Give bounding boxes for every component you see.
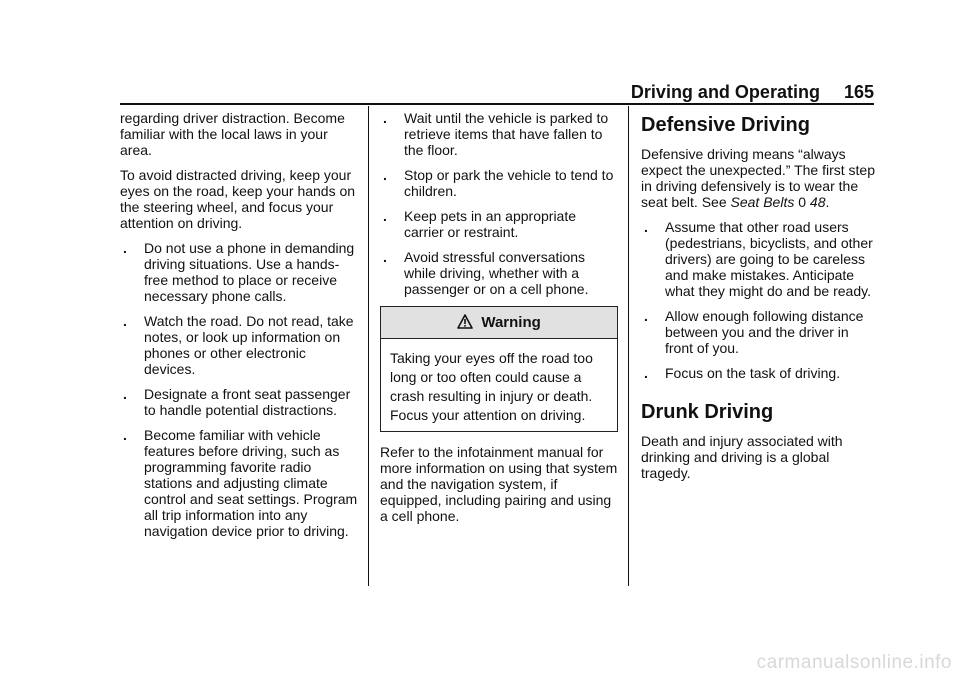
bullet-icon: .	[644, 219, 648, 235]
bullet-list	[641, 219, 875, 381]
column-divider-1	[368, 106, 369, 586]
paragraph: regarding driver distraction. Become familiar with the local laws in your area.	[120, 110, 345, 158]
warning-triangle-icon	[457, 314, 473, 329]
column-2	[380, 110, 618, 533]
watermark: carmanualsonline.info	[756, 652, 952, 673]
paragraph: To avoid distracted driving, keep your eyes on the road, keep your hands on the steering wheel, and focus your attention on driving.	[120, 167, 356, 231]
list-item: . Watch the road. Do not read, take notes, or look up information on phones or other electronic devices.	[123, 313, 354, 377]
list-item: . Wait until the vehicle is parked to retrieve items that have fallen to the floor.	[383, 110, 609, 158]
warning-box	[380, 306, 618, 432]
column-divider-2	[628, 106, 629, 586]
list-item: . Keep pets in an appropriate carrier or restraint.	[383, 208, 577, 240]
paragraph: Defensive driving means “always expect the unexpected.” The first step in driving defensively is to wear the seat belt. See Seat Belts 0 48.	[641, 146, 875, 210]
list-item: . Avoid stressful conversations while driving, whether with a passenger or on a cell phone.	[383, 249, 589, 297]
heading-defensive-driving: Defensive Driving	[641, 114, 810, 136]
list-item: . Focus on the task of driving.	[644, 365, 841, 381]
warning-text: Taking your eyes off the road too long or too often could cause a crash resulting in injury or death. Focus your attention on driving.	[390, 350, 593, 423]
bullet-icon: .	[383, 249, 387, 265]
bullet-icon: .	[383, 110, 387, 126]
list-item: . Designate a front seat passenger to handle potential distractions.	[123, 386, 351, 418]
page-reference-icon: 0	[798, 194, 807, 210]
warning-header	[381, 307, 617, 339]
paragraph: Refer to the infotainment manual for more information on using that system and the navigation system, if equipped, including pairing and using a cell phone.	[380, 444, 618, 524]
bullet-icon: .	[123, 386, 127, 402]
bullet-list	[120, 240, 358, 539]
list-item: . Stop or park the vehicle to tend to children.	[383, 167, 614, 199]
heading-drunk-driving: Drunk Driving	[641, 401, 774, 423]
bullet-icon: .	[644, 365, 648, 381]
bullet-icon: .	[644, 308, 648, 324]
bullet-icon: .	[123, 240, 127, 256]
list-item: . Do not use a phone in demanding driving situations. Use a hands-free method to place or receive necessary phone calls.	[123, 240, 355, 304]
bullet-list	[380, 110, 618, 297]
list-item: . Assume that other road users (pedestrians, bicyclists, and other drivers) are going to be careless and make mistakes. Anticipate what they might do and be ready.	[644, 219, 873, 299]
warning-title: Warning	[481, 314, 541, 331]
page-number: 165	[843, 82, 874, 102]
bullet-icon: .	[123, 313, 127, 329]
list-item: . Allow enough following distance between you and the driver in front of you.	[644, 308, 864, 356]
page-header	[631, 82, 874, 103]
section-title: Driving and Operating	[630, 82, 820, 102]
list-item: . Become familiar with vehicle features before driving, such as programming favorite radio stations and adjusting climate control and seat settings. Program all trip information into any navigation device prior to driving.	[123, 427, 358, 539]
bullet-icon: .	[383, 167, 387, 183]
paragraph: Death and injury associated with drinking and driving is a global tragedy.	[641, 433, 843, 481]
column-1	[120, 110, 358, 548]
header-rule	[120, 103, 874, 105]
bullet-icon: .	[123, 427, 127, 443]
cross-reference-link[interactable]: Seat Belts	[730, 194, 795, 210]
bullet-icon: .	[383, 208, 387, 224]
column-3	[641, 110, 875, 490]
reference-page-number: 48	[809, 194, 826, 210]
